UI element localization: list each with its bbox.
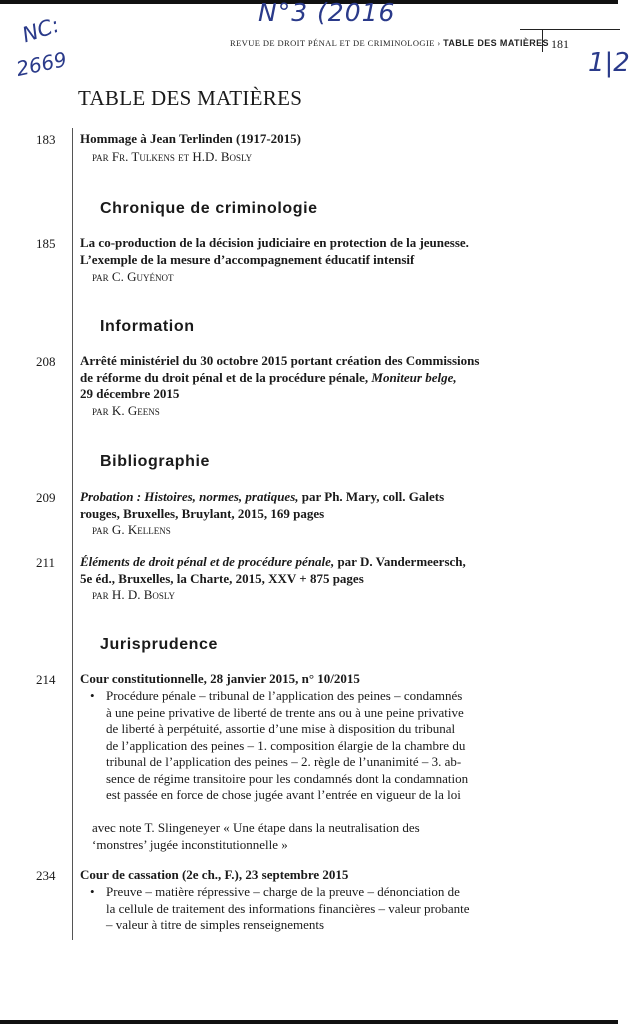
handwritten-page-fraction: 1|2 (588, 48, 630, 78)
header-section: TABLE DES MATIÈRES (443, 38, 549, 48)
toc-page-number: 214 (36, 672, 56, 687)
toc-left-rule (72, 128, 73, 940)
bottom-border (0, 1020, 618, 1024)
toc-page-number: 209 (36, 490, 56, 505)
section-heading-jurisprudence: Jurisprudence (100, 636, 219, 653)
toc-entry-byline: par K. Geens (92, 403, 160, 418)
toc-entry-title: Éléments de droit pénal et de procédure pénale, par D. Vandermeersch, 5e éd., Bruxelles, la Charte, 2015, XXV + 875 pages (80, 554, 466, 586)
toc-page-number: 183 (36, 132, 56, 147)
bullet-icon: • (90, 688, 95, 703)
toc-entry-title: Cour constitutionnelle, 28 janvier 2015, n° 10/2015 (80, 671, 360, 686)
toc-page-number: 234 (36, 868, 56, 883)
handwritten-nc-label: NC: (19, 12, 63, 48)
toc-entry-byline: par C. Guyénot (92, 269, 174, 284)
handwritten-issue-number: N°3 (2016 (258, 0, 396, 27)
running-header (230, 38, 549, 48)
toc-page-number: 211 (36, 555, 56, 570)
journal-name: REVUE DE DROIT PÉNAL ET DE CRIMINOLOGIE (230, 38, 435, 48)
toc-entry-byline: par G. Kellens (92, 522, 171, 537)
section-heading-bibliographie: Bibliographie (100, 453, 211, 470)
toc-entry-title: Hommage à Jean Terlinden (1917-2015) (80, 131, 301, 146)
toc-entry-title: La co-production de la décision judiciaire en protection de la jeunesse. L’exemple de la mesure d’accompagnement éducatif intensif (80, 235, 469, 267)
toc-entry-byline: par Fr. Tulkens et H.D. Bosly (92, 149, 253, 164)
bullet-icon: • (90, 884, 95, 899)
toc-entry-title: Cour de cassation (2e ch., F.), 23 septembre 2015 (80, 867, 349, 882)
toc-page-number: 208 (36, 354, 56, 369)
toc-page-number: 185 (36, 236, 56, 251)
header-rule (520, 29, 620, 30)
section-heading-information: Information (100, 318, 195, 335)
toc-entry-summary: Preuve – matière répressive – charge de la preuve – dénonciation de la cellule de traitement des informations financières – valeur probante – valeur à titre de simples renseignements (106, 884, 470, 932)
toc-entry-summary: Procédure pénale – tribunal de l’application des peines – condamnés à une peine privative de liberté de trente ans ou à une peine privative de liberté à perpétuité, assortie d’une mise à disposition du tribunal de l’application des peines – 1. composition élargie de la chambre du tribunal de l’application des peines – 2. règle de l’unanimité – 3. ab- sence de régime transitoire pour les condamnés dont la condamnation est passée en force de chose jugée avant l’entrée en vigueur de la loi (106, 688, 469, 802)
page-title: TABLE DES MATIÈRES (78, 86, 303, 110)
toc-entry-byline: par H. D. Bosly (92, 587, 175, 602)
toc-entry-title: Arrêté ministériel du 30 octobre 2015 portant création des Commissions de réforme du droit pénal et de la procédure pénale, Moniteur belge, 29 décembre 2015 (80, 353, 480, 401)
header-separator: › (437, 38, 441, 48)
handwritten-nc-number: 2669 (14, 46, 69, 82)
page-number: 181 (551, 37, 569, 51)
section-heading-criminologie: Chronique de criminologie (100, 200, 318, 217)
toc-entry-note: avec note T. Slingeneyer « Une étape dans la neutralisation des ‘monstres’ jugée inconstitutionnelle » (92, 820, 420, 852)
toc-entry-title: Probation : Histoires, normes, pratiques, par Ph. Mary, coll. Galets rouges, Bruxelles, Bruylant, 2015, 169 pages (80, 489, 445, 521)
